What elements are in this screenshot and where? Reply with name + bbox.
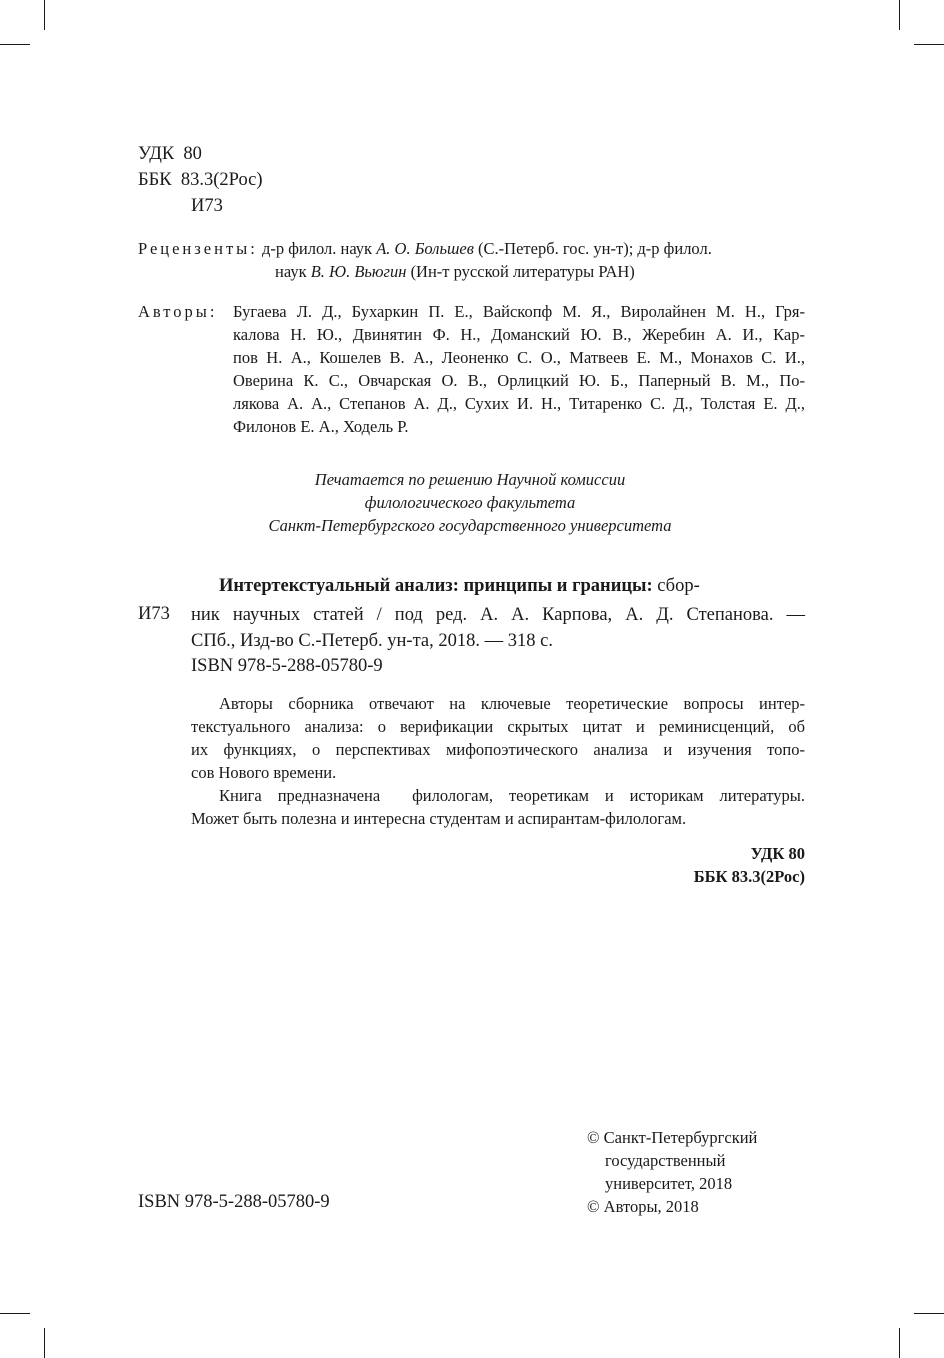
reviewer-name-1: А. О. Большев bbox=[376, 239, 474, 258]
reviewers-text-1a: д-р филол. наук bbox=[261, 239, 377, 258]
bibliography-line-1 bbox=[219, 575, 805, 598]
book-title: Интертекстуальный анализ: принципы и границы: bbox=[219, 576, 653, 596]
footer-udk: УДК 80 bbox=[750, 844, 805, 863]
authors-list bbox=[233, 300, 805, 438]
reviewers-line-1 bbox=[138, 237, 805, 260]
crop-mark-top-right-vertical bbox=[899, 0, 900, 30]
bbk-code: ББК 83.3(2Рос) bbox=[138, 170, 263, 190]
copyright-block bbox=[587, 1126, 757, 1218]
author-mark: И73 bbox=[191, 196, 223, 216]
authors-line: пов Н. А., Кошелев В. А., Леоненко С. О., Матвеев Е. М., Монахов С. И., bbox=[233, 348, 805, 367]
reviewers-text-1b: (С.-Петерб. гос. ун-т); д-р филол. bbox=[473, 239, 712, 258]
approval-notice bbox=[170, 468, 770, 537]
abstract-line: текстуального анализа: о верификации скрытых цитат и реминисценций, об bbox=[191, 717, 805, 736]
authors-label: Авторы: bbox=[138, 302, 218, 321]
authors-line: калова Н. Ю., Двинятин Ф. Н., Доманский Ю. В., Жеребин А. И., Кар- bbox=[233, 325, 805, 344]
footer-codes bbox=[505, 842, 805, 888]
udk-code: УДК 80 bbox=[138, 144, 202, 164]
footer-bbk: ББК 83.3(2Рос) bbox=[693, 867, 805, 886]
reviewer-name-2: В. Ю. Вьюгин bbox=[310, 262, 407, 281]
abstract-line: их функциях, о перспективах мифопоэтического анализа и изучения топо- bbox=[191, 740, 805, 759]
approval-line: филологического факультета bbox=[364, 493, 576, 512]
authors-line: Филонов Е. А., Ходель Р. bbox=[233, 417, 409, 436]
reviewers-text-2a: наук bbox=[275, 262, 311, 281]
copyright-line: © Авторы, 2018 bbox=[587, 1197, 699, 1216]
reviewers-text-2b: (Ин-т русской литературы РАН) bbox=[406, 262, 635, 281]
reviewers-line-2 bbox=[275, 260, 635, 283]
reviewers-label: Рецензенты: bbox=[138, 239, 258, 258]
bibliography-line-2: ник научных статей / под ред. А. А. Карпова, А. Д. Степанова. — bbox=[191, 605, 805, 625]
bibliography-line-3: СПб., Изд-во С.-Петерб. ун-та, 2018. — 318 с. bbox=[191, 631, 553, 651]
crop-mark-top-left-vertical bbox=[44, 0, 45, 30]
abstract-line: Может быть полезна и интересна студентам и аспирантам-филологам. bbox=[191, 809, 687, 828]
approval-line: Печатается по решению Научной комиссии bbox=[314, 470, 626, 489]
abstract-line: сов Нового времени. bbox=[191, 763, 337, 782]
copyright-line: университет, 2018 bbox=[605, 1174, 733, 1193]
abstract-line: Авторы сборника отвечают на ключевые теоретические вопросы интер- bbox=[219, 694, 805, 713]
authors-line: лякова А. А., Степанов А. Д., Сухих И. Н., Титаренко С. Д., Толстая Е. Д., bbox=[233, 394, 805, 413]
crop-mark-top-left-horizontal bbox=[0, 44, 30, 45]
copyright-line: государственный bbox=[605, 1151, 726, 1170]
approval-line: Санкт-Петербургского государственного университета bbox=[268, 516, 672, 535]
bibliography-line-1-rest: сбор- bbox=[652, 576, 700, 596]
bibliography-isbn: ISBN 978-5-288-05780-9 bbox=[191, 656, 383, 676]
crop-mark-top-right-horizontal bbox=[914, 44, 944, 45]
authors-line: Оверина К. С., Овчарская О. В., Орлицкий Ю. Б., Паперный В. М., По- bbox=[233, 371, 805, 390]
crop-mark-bottom-left-horizontal bbox=[0, 1313, 30, 1314]
copyright-line: © Санкт-Петербургский bbox=[587, 1128, 758, 1147]
crop-mark-bottom-right-vertical bbox=[899, 1328, 900, 1358]
abstract-line: Книга предназначена филологам, теоретикам и историкам литературы. bbox=[219, 786, 805, 805]
crop-mark-bottom-right-horizontal bbox=[914, 1313, 944, 1314]
isbn-bottom: ISBN 978-5-288-05780-9 bbox=[138, 1192, 330, 1212]
bibliography-mark: И73 bbox=[138, 604, 170, 624]
crop-mark-bottom-left-vertical bbox=[44, 1328, 45, 1358]
abstract bbox=[191, 692, 805, 830]
authors-line: Бугаева Л. Д., Бухаркин П. Е., Вайскопф М. Я., Виролайнен М. Н., Гря- bbox=[233, 302, 805, 321]
